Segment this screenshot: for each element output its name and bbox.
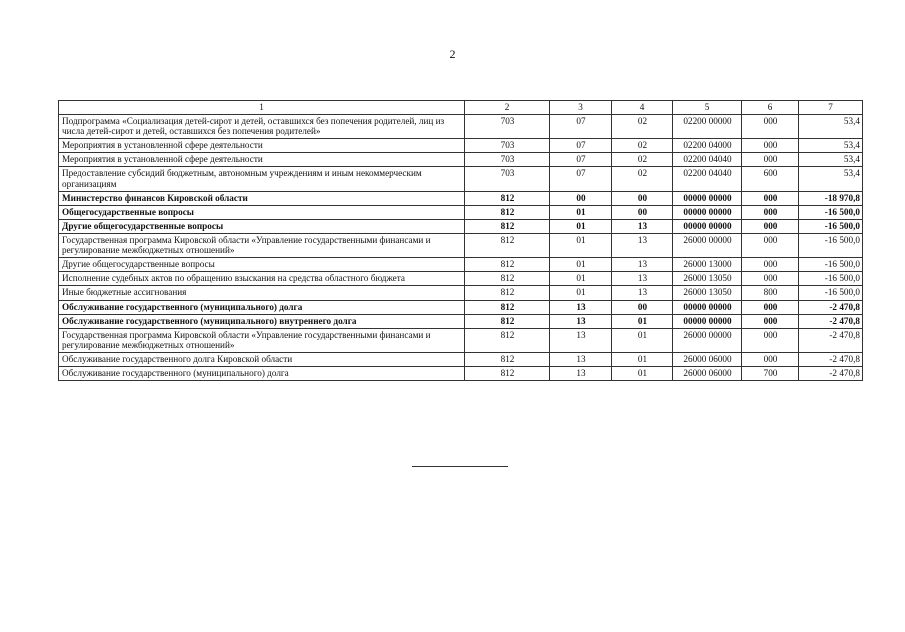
- cell-amount: -16 500,0: [799, 219, 863, 233]
- cell-expense-type: 000: [742, 205, 799, 219]
- cell-expense-type: 000: [742, 352, 799, 366]
- cell-subsection: 00: [612, 205, 673, 219]
- cell-code-admin: 703: [465, 153, 550, 167]
- table-row: [59, 352, 863, 366]
- cell-code-admin: 812: [465, 367, 550, 381]
- cell-section: 07: [550, 139, 612, 153]
- table-row: [59, 300, 863, 314]
- cell-code-admin: 703: [465, 115, 550, 139]
- cell-code-admin: 812: [465, 205, 550, 219]
- cell-name: Министерство финансов Кировской области: [59, 191, 465, 205]
- cell-code-admin: 812: [465, 258, 550, 272]
- column-header-2: 2: [465, 101, 550, 115]
- cell-name: Иные бюджетные ассигнования: [59, 286, 465, 300]
- cell-code-admin: 812: [465, 328, 550, 352]
- cell-section: 13: [550, 300, 612, 314]
- cell-expense-type: 800: [742, 286, 799, 300]
- cell-expense-type: 000: [742, 328, 799, 352]
- table-row: [59, 367, 863, 381]
- cell-section: 01: [550, 272, 612, 286]
- cell-expense-type: 000: [742, 258, 799, 272]
- cell-amount: -2 470,8: [799, 328, 863, 352]
- cell-target-article: 26000 13000: [673, 258, 742, 272]
- cell-expense-type: 000: [742, 272, 799, 286]
- cell-target-article: 26000 13050: [673, 286, 742, 300]
- cell-expense-type: 000: [742, 153, 799, 167]
- cell-amount: -16 500,0: [799, 233, 863, 257]
- cell-section: 13: [550, 328, 612, 352]
- cell-subsection: 01: [612, 314, 673, 328]
- cell-code-admin: 812: [465, 286, 550, 300]
- cell-target-article: 00000 00000: [673, 205, 742, 219]
- cell-section: 07: [550, 167, 612, 191]
- table-row: [59, 233, 863, 257]
- cell-name: Обслуживание государственного (муниципального) внутреннего долга: [59, 314, 465, 328]
- column-header-7: 7: [799, 101, 863, 115]
- table-row: [59, 205, 863, 219]
- cell-amount: -2 470,8: [799, 300, 863, 314]
- budget-table: [58, 100, 863, 381]
- cell-name: Исполнение судебных актов по обращению взыскания на средства областного бюджета: [59, 272, 465, 286]
- cell-expense-type: 000: [742, 219, 799, 233]
- cell-target-article: 00000 00000: [673, 219, 742, 233]
- cell-section: 01: [550, 219, 612, 233]
- cell-expense-type: 000: [742, 191, 799, 205]
- cell-name: Предоставление субсидий бюджетным, автономным учреждениям и иным некоммерческим организациям: [59, 167, 465, 191]
- cell-target-article: 02200 00000: [673, 115, 742, 139]
- cell-name: Другие общегосударственные вопросы: [59, 219, 465, 233]
- signature-divider-line: [412, 466, 508, 467]
- cell-amount: -16 500,0: [799, 272, 863, 286]
- cell-name: Государственная программа Кировской области «Управление государственными финансами и регулирование межбюджетных отношений»: [59, 233, 465, 257]
- cell-expense-type: 000: [742, 115, 799, 139]
- cell-expense-type: 600: [742, 167, 799, 191]
- cell-subsection: 02: [612, 153, 673, 167]
- cell-code-admin: 812: [465, 272, 550, 286]
- cell-name: Обслуживание государственного долга Кировской области: [59, 352, 465, 366]
- cell-code-admin: 812: [465, 219, 550, 233]
- cell-subsection: 13: [612, 258, 673, 272]
- cell-amount: -16 500,0: [799, 205, 863, 219]
- cell-subsection: 13: [612, 233, 673, 257]
- cell-subsection: 02: [612, 115, 673, 139]
- cell-name: Мероприятия в установленной сфере деятельности: [59, 153, 465, 167]
- cell-name: Другие общегосударственные вопросы: [59, 258, 465, 272]
- cell-expense-type: 000: [742, 233, 799, 257]
- cell-subsection: 02: [612, 139, 673, 153]
- cell-target-article: 26000 13050: [673, 272, 742, 286]
- cell-section: 07: [550, 115, 612, 139]
- cell-name: Общегосударственные вопросы: [59, 205, 465, 219]
- cell-expense-type: 000: [742, 139, 799, 153]
- cell-section: 01: [550, 233, 612, 257]
- column-header-5: 5: [673, 101, 742, 115]
- cell-target-article: 00000 00000: [673, 314, 742, 328]
- cell-name: Подпрограмма «Социализация детей-сирот и детей, оставшихся без попечения родителей, лиц из числа детей-сирот и детей, оставшихся без попечения родителей»: [59, 115, 465, 139]
- cell-amount: 53,4: [799, 153, 863, 167]
- table-header-row: [59, 101, 863, 115]
- cell-target-article: 00000 00000: [673, 300, 742, 314]
- cell-section: 01: [550, 286, 612, 300]
- cell-code-admin: 703: [465, 139, 550, 153]
- cell-name: Обслуживание государственного (муниципального) долга: [59, 367, 465, 381]
- cell-subsection: 02: [612, 167, 673, 191]
- cell-amount: -18 970,8: [799, 191, 863, 205]
- cell-subsection: 00: [612, 191, 673, 205]
- cell-subsection: 13: [612, 286, 673, 300]
- cell-target-article: 00000 00000: [673, 191, 742, 205]
- cell-amount: -2 470,8: [799, 314, 863, 328]
- cell-section: 07: [550, 153, 612, 167]
- table-row: [59, 139, 863, 153]
- table-body: [59, 115, 863, 381]
- cell-target-article: 02200 04040: [673, 167, 742, 191]
- cell-target-article: 02200 04040: [673, 153, 742, 167]
- cell-amount: -16 500,0: [799, 286, 863, 300]
- table-row: [59, 153, 863, 167]
- cell-section: 13: [550, 314, 612, 328]
- column-header-3: 3: [550, 101, 612, 115]
- cell-target-article: 26000 06000: [673, 352, 742, 366]
- table-row: [59, 115, 863, 139]
- cell-expense-type: 000: [742, 300, 799, 314]
- table-row: [59, 191, 863, 205]
- cell-subsection: 01: [612, 367, 673, 381]
- cell-code-admin: 812: [465, 233, 550, 257]
- cell-section: 01: [550, 258, 612, 272]
- cell-subsection: 01: [612, 328, 673, 352]
- cell-subsection: 00: [612, 300, 673, 314]
- cell-target-article: 26000 06000: [673, 367, 742, 381]
- cell-expense-type: 700: [742, 367, 799, 381]
- cell-section: 01: [550, 205, 612, 219]
- cell-subsection: 13: [612, 219, 673, 233]
- table-row: [59, 219, 863, 233]
- table-row: [59, 286, 863, 300]
- table-row: [59, 328, 863, 352]
- cell-section: 13: [550, 367, 612, 381]
- cell-amount: -16 500,0: [799, 258, 863, 272]
- cell-target-article: 26000 00000: [673, 328, 742, 352]
- table-row: [59, 167, 863, 191]
- cell-name: Обслуживание государственного (муниципального) долга: [59, 300, 465, 314]
- page-number: 2: [449, 47, 456, 61]
- cell-subsection: 13: [612, 272, 673, 286]
- cell-target-article: 26000 00000: [673, 233, 742, 257]
- cell-target-article: 02200 04000: [673, 139, 742, 153]
- table-row: [59, 258, 863, 272]
- cell-amount: 53,4: [799, 167, 863, 191]
- column-header-6: 6: [742, 101, 799, 115]
- cell-code-admin: 812: [465, 191, 550, 205]
- cell-code-admin: 703: [465, 167, 550, 191]
- cell-amount: 53,4: [799, 139, 863, 153]
- cell-subsection: 01: [612, 352, 673, 366]
- cell-expense-type: 000: [742, 314, 799, 328]
- column-header-4: 4: [612, 101, 673, 115]
- cell-code-admin: 812: [465, 314, 550, 328]
- cell-amount: 53,4: [799, 115, 863, 139]
- cell-code-admin: 812: [465, 352, 550, 366]
- cell-name: Государственная программа Кировской области «Управление государственными финансами и регулирование межбюджетных отношений»: [59, 328, 465, 352]
- cell-section: 00: [550, 191, 612, 205]
- column-header-1: 1: [59, 101, 465, 115]
- cell-amount: -2 470,8: [799, 352, 863, 366]
- table-row: [59, 314, 863, 328]
- cell-section: 13: [550, 352, 612, 366]
- table-row: [59, 272, 863, 286]
- cell-code-admin: 812: [465, 300, 550, 314]
- cell-amount: -2 470,8: [799, 367, 863, 381]
- cell-name: Мероприятия в установленной сфере деятельности: [59, 139, 465, 153]
